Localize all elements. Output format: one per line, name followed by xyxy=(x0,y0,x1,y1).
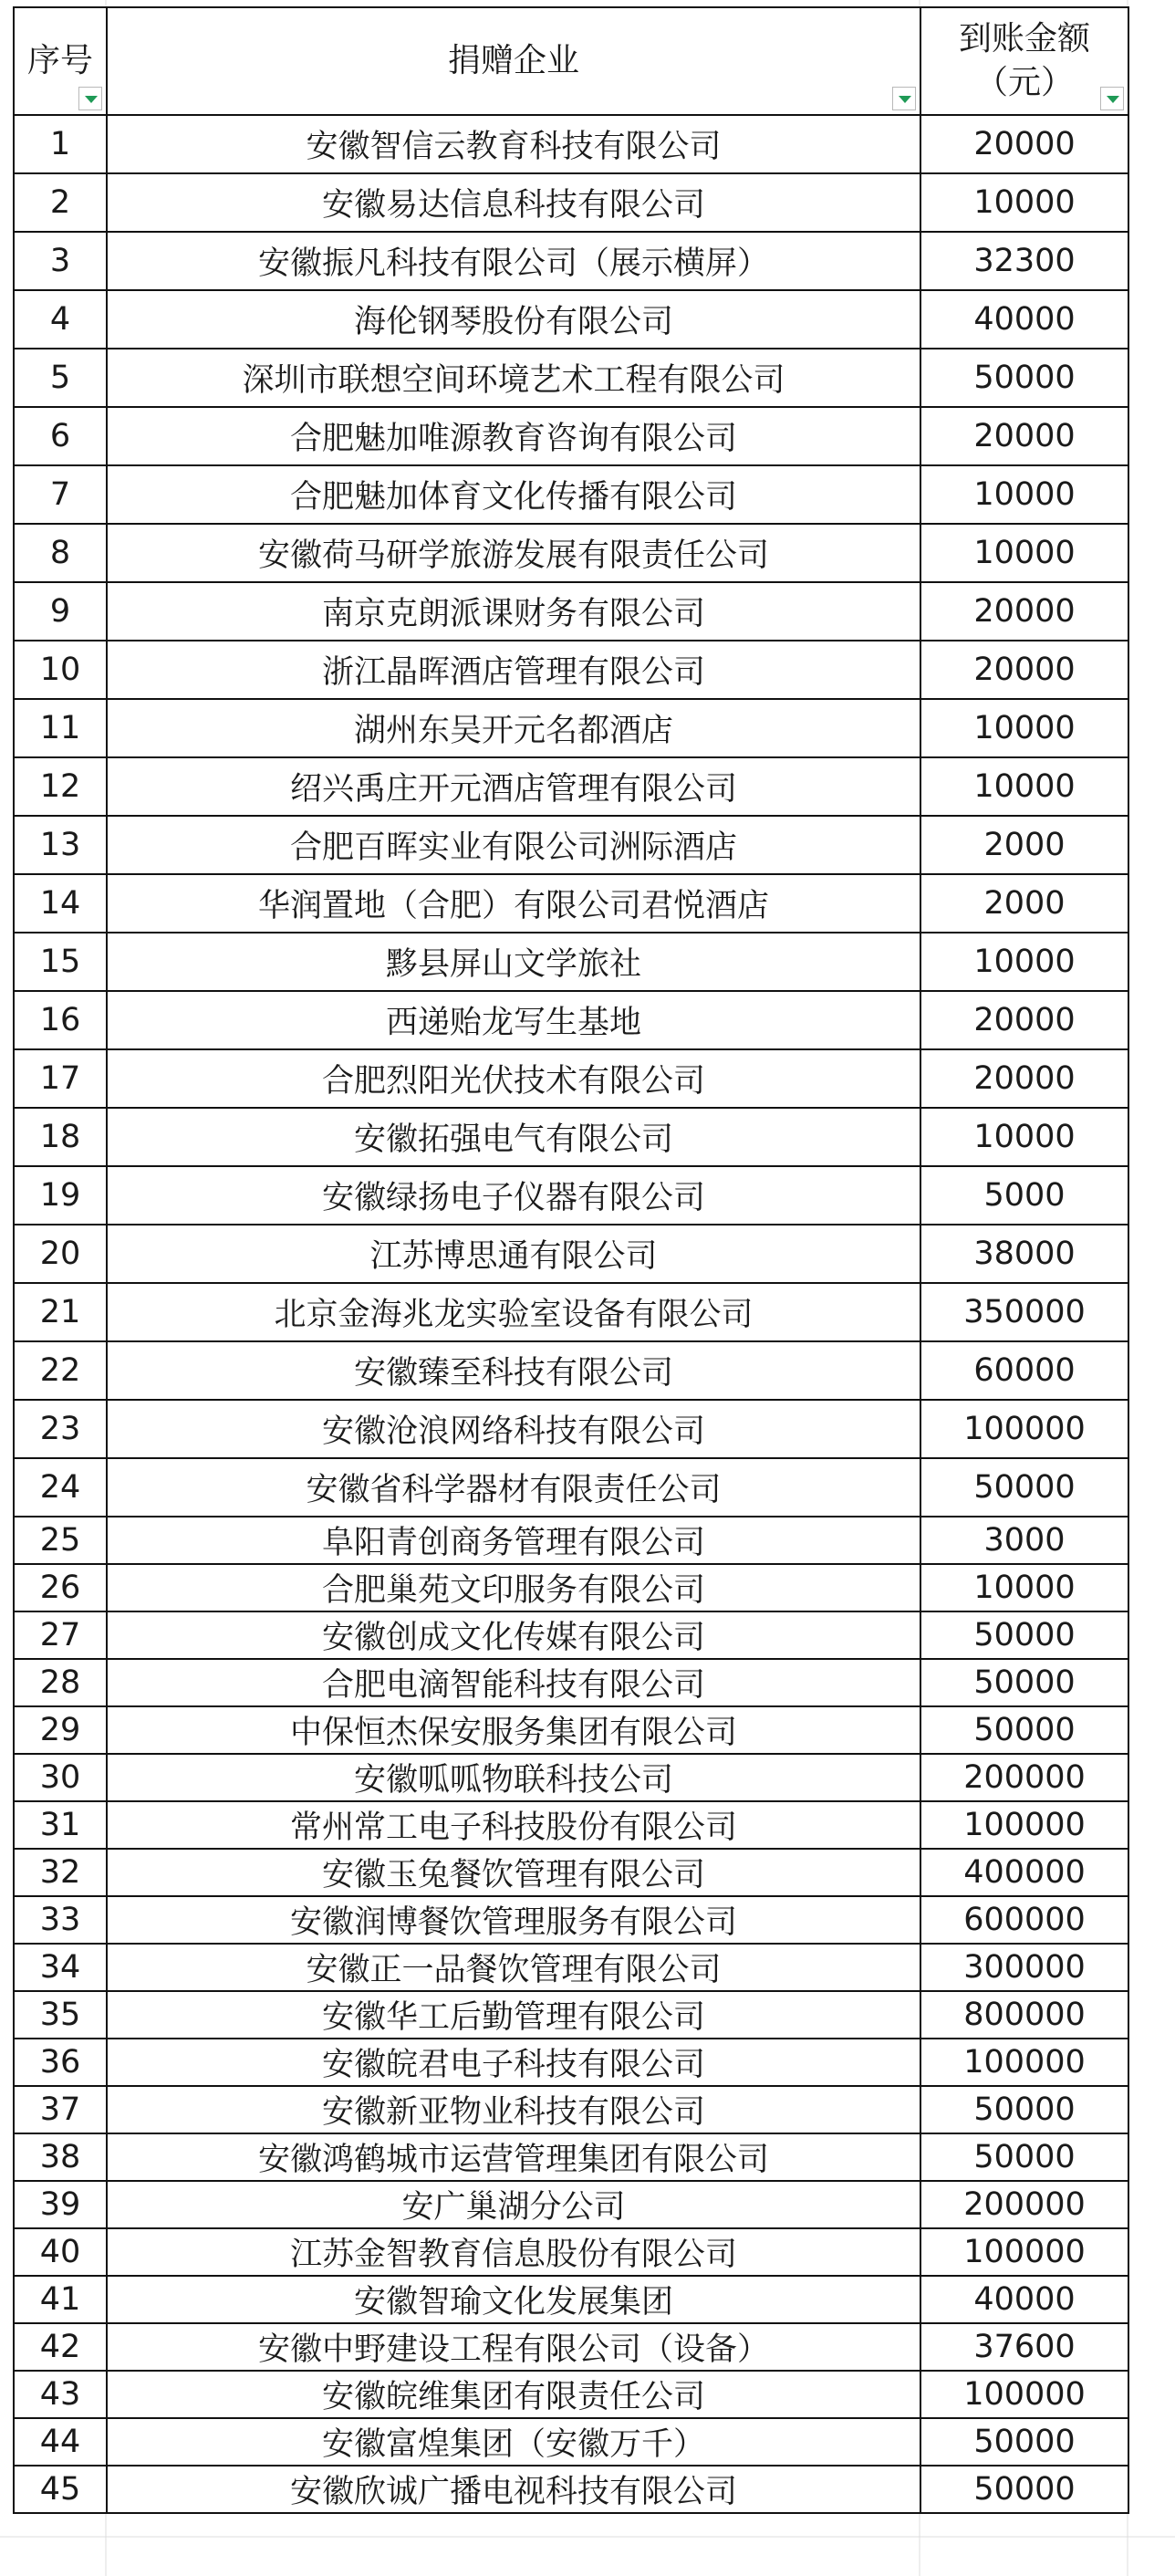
cell-amount[interactable]: 10000 xyxy=(920,173,1128,232)
cell-seq[interactable]: 10 xyxy=(14,641,107,699)
cell-seq[interactable]: 33 xyxy=(14,1896,107,1944)
cell-seq[interactable]: 35 xyxy=(14,1991,107,2039)
cell-seq[interactable]: 44 xyxy=(14,2418,107,2466)
cell-amount[interactable]: 37600 xyxy=(920,2323,1128,2371)
table-row xyxy=(14,1049,1128,1108)
cell-seq[interactable]: 25 xyxy=(14,1517,107,1564)
cell-company[interactable]: 安徽润博餐饮管理服务有限公司 xyxy=(107,1896,920,1944)
table-row xyxy=(14,115,1128,173)
table-row xyxy=(14,2418,1128,2466)
cell-seq[interactable]: 41 xyxy=(14,2276,107,2323)
cell-company[interactable]: 湖州东吴开元名都酒店 xyxy=(107,699,920,757)
cell-company[interactable]: 安徽皖维集团有限责任公司 xyxy=(107,2371,920,2418)
header-seq[interactable] xyxy=(14,7,107,115)
table-row xyxy=(14,582,1128,641)
cell-amount[interactable]: 38000 xyxy=(920,1225,1128,1283)
cell-amount[interactable]: 20000 xyxy=(920,1049,1128,1108)
table-row xyxy=(14,1611,1128,1659)
cell-amount[interactable]: 50000 xyxy=(920,2133,1128,2181)
header-seq-label: 序号 xyxy=(26,42,93,79)
cell-company[interactable]: 安徽智信云教育科技有限公司 xyxy=(107,115,920,173)
table-row xyxy=(14,1706,1128,1754)
cell-seq[interactable]: 13 xyxy=(14,816,107,874)
cell-company[interactable]: 合肥烈阳光伏技术有限公司 xyxy=(107,1049,920,1108)
cell-company[interactable]: 合肥百晖实业有限公司洲际酒店 xyxy=(107,816,920,874)
cell-seq[interactable]: 8 xyxy=(14,524,107,582)
cell-amount[interactable]: 100000 xyxy=(920,2039,1128,2086)
cell-amount[interactable]: 50000 xyxy=(920,349,1128,407)
cell-seq[interactable]: 1 xyxy=(14,115,107,173)
cell-amount[interactable]: 40000 xyxy=(920,290,1128,349)
table-row xyxy=(14,1896,1128,1944)
cell-company[interactable]: 中保恒杰保安服务集团有限公司 xyxy=(107,1706,920,1754)
cell-company[interactable]: 安徽正一品餐饮管理有限公司 xyxy=(107,1944,920,1991)
cell-amount[interactable]: 20000 xyxy=(920,407,1128,465)
cell-company[interactable]: 安徽易达信息科技有限公司 xyxy=(107,173,920,232)
cell-seq[interactable]: 43 xyxy=(14,2371,107,2418)
cell-amount[interactable]: 50000 xyxy=(920,2086,1128,2133)
table-row xyxy=(14,933,1128,991)
cell-amount[interactable]: 800000 xyxy=(920,1991,1128,2039)
table-row xyxy=(14,173,1128,232)
cell-amount[interactable]: 50000 xyxy=(920,1611,1128,1659)
cell-company[interactable]: 安徽玉兔餐饮管理有限公司 xyxy=(107,1849,920,1896)
cell-company[interactable]: 安徽臻至科技有限公司 xyxy=(107,1341,920,1400)
cell-company[interactable]: 南京克朗派课财务有限公司 xyxy=(107,582,920,641)
cell-amount[interactable]: 10000 xyxy=(920,1108,1128,1166)
cell-amount[interactable]: 50000 xyxy=(920,1659,1128,1706)
cell-amount[interactable]: 300000 xyxy=(920,1944,1128,1991)
cell-seq[interactable]: 6 xyxy=(14,407,107,465)
table-row xyxy=(14,757,1128,816)
cell-company[interactable]: 合肥魅加唯源教育咨询有限公司 xyxy=(107,407,920,465)
table-row xyxy=(14,407,1128,465)
cell-company[interactable]: 西递贻龙写生基地 xyxy=(107,991,920,1049)
table-row xyxy=(14,1341,1128,1400)
cell-company[interactable]: 黟县屏山文学旅社 xyxy=(107,933,920,991)
cell-seq[interactable]: 2 xyxy=(14,173,107,232)
cell-seq[interactable]: 32 xyxy=(14,1849,107,1896)
cell-amount[interactable]: 350000 xyxy=(920,1283,1128,1341)
cell-amount[interactable]: 2000 xyxy=(920,874,1128,933)
cell-seq[interactable]: 39 xyxy=(14,2181,107,2228)
cell-company[interactable]: 安徽富煌集团（安徽万千） xyxy=(107,2418,920,2466)
cell-company[interactable]: 合肥电滴智能科技有限公司 xyxy=(107,1659,920,1706)
cell-company[interactable]: 安徽省科学器材有限责任公司 xyxy=(107,1458,920,1517)
table-row xyxy=(14,816,1128,874)
table-row xyxy=(14,2133,1128,2181)
cell-company[interactable]: 安徽华工后勤管理有限公司 xyxy=(107,1991,920,2039)
filter-dropdown-icon[interactable] xyxy=(78,87,102,110)
cell-seq[interactable]: 12 xyxy=(14,757,107,816)
table-row xyxy=(14,1400,1128,1458)
header-amount[interactable] xyxy=(920,7,1128,115)
cell-seq[interactable]: 29 xyxy=(14,1706,107,1754)
cell-seq[interactable]: 30 xyxy=(14,1754,107,1801)
table-row xyxy=(14,1166,1128,1225)
cell-amount[interactable]: 5000 xyxy=(920,1166,1128,1225)
cell-amount[interactable]: 10000 xyxy=(920,757,1128,816)
cell-amount[interactable]: 100000 xyxy=(920,2228,1128,2276)
cell-seq[interactable]: 15 xyxy=(14,933,107,991)
table-row xyxy=(14,1944,1128,1991)
cell-company[interactable]: 安徽新亚物业科技有限公司 xyxy=(107,2086,920,2133)
cell-company[interactable]: 安广巢湖分公司 xyxy=(107,2181,920,2228)
cell-company[interactable]: 安徽欣诚广播电视科技有限公司 xyxy=(107,2466,920,2513)
table-body xyxy=(14,115,1128,2513)
table-row xyxy=(14,232,1128,290)
cell-amount[interactable]: 20000 xyxy=(920,115,1128,173)
cell-company[interactable]: 安徽绿扬电子仪器有限公司 xyxy=(107,1166,920,1225)
cell-company[interactable]: 安徽鸿鹤城市运营管理集团有限公司 xyxy=(107,2133,920,2181)
cell-company[interactable]: 安徽拓强电气有限公司 xyxy=(107,1108,920,1166)
cell-amount[interactable]: 10000 xyxy=(920,524,1128,582)
cell-seq[interactable]: 45 xyxy=(14,2466,107,2513)
cell-seq[interactable]: 5 xyxy=(14,349,107,407)
cell-seq[interactable]: 7 xyxy=(14,465,107,524)
table-row xyxy=(14,1991,1128,2039)
cell-amount[interactable]: 200000 xyxy=(920,2181,1128,2228)
table-row xyxy=(14,1801,1128,1849)
cell-company[interactable]: 安徽中野建设工程有限公司（设备） xyxy=(107,2323,920,2371)
cell-seq[interactable]: 4 xyxy=(14,290,107,349)
cell-seq[interactable]: 24 xyxy=(14,1458,107,1517)
cell-company[interactable]: 北京金海兆龙实验室设备有限公司 xyxy=(107,1283,920,1341)
donation-table xyxy=(13,6,1129,2514)
header-company-label: 捐赠企业 xyxy=(447,42,579,79)
cell-seq[interactable]: 23 xyxy=(14,1400,107,1458)
cell-amount[interactable]: 50000 xyxy=(920,2466,1128,2513)
cell-seq[interactable]: 3 xyxy=(14,232,107,290)
cell-amount[interactable]: 10000 xyxy=(920,1564,1128,1611)
table-row xyxy=(14,2039,1128,2086)
cell-company[interactable]: 阜阳青创商务管理有限公司 xyxy=(107,1517,920,1564)
cell-company[interactable]: 安徽沧浪网络科技有限公司 xyxy=(107,1400,920,1458)
cell-seq[interactable]: 9 xyxy=(14,582,107,641)
cell-seq[interactable]: 28 xyxy=(14,1659,107,1706)
cell-amount[interactable]: 20000 xyxy=(920,641,1128,699)
cell-seq[interactable]: 36 xyxy=(14,2039,107,2086)
cell-amount[interactable]: 3000 xyxy=(920,1517,1128,1564)
filter-dropdown-icon[interactable] xyxy=(1100,87,1124,110)
cell-seq[interactable]: 37 xyxy=(14,2086,107,2133)
table-row xyxy=(14,991,1128,1049)
header-amount-label-line2: （元） xyxy=(974,64,1074,101)
cell-seq[interactable]: 22 xyxy=(14,1341,107,1400)
cell-seq[interactable]: 20 xyxy=(14,1225,107,1283)
table-row xyxy=(14,1564,1128,1611)
cell-seq[interactable]: 27 xyxy=(14,1611,107,1659)
cell-company[interactable]: 江苏金智教育信息股份有限公司 xyxy=(107,2228,920,2276)
cell-amount[interactable]: 32300 xyxy=(920,232,1128,290)
cell-seq[interactable]: 38 xyxy=(14,2133,107,2181)
table-row xyxy=(14,1849,1128,1896)
table-row xyxy=(14,1754,1128,1801)
cell-amount[interactable]: 50000 xyxy=(920,2418,1128,2466)
cell-seq[interactable]: 16 xyxy=(14,991,107,1049)
cell-seq[interactable]: 34 xyxy=(14,1944,107,1991)
cell-amount[interactable]: 60000 xyxy=(920,1341,1128,1400)
cell-amount[interactable]: 10000 xyxy=(920,699,1128,757)
cell-amount[interactable]: 2000 xyxy=(920,816,1128,874)
table-row xyxy=(14,2228,1128,2276)
table-row xyxy=(14,349,1128,407)
cell-company[interactable]: 安徽创成文化传媒有限公司 xyxy=(107,1611,920,1659)
table-row xyxy=(14,2371,1128,2418)
cell-amount[interactable]: 20000 xyxy=(920,991,1128,1049)
table-row xyxy=(14,1458,1128,1517)
header-company[interactable] xyxy=(107,7,920,115)
table-row xyxy=(14,2181,1128,2228)
table-row xyxy=(14,1108,1128,1166)
cell-amount[interactable]: 10000 xyxy=(920,465,1128,524)
table-row xyxy=(14,1225,1128,1283)
cell-seq[interactable]: 11 xyxy=(14,699,107,757)
cell-amount[interactable]: 100000 xyxy=(920,2371,1128,2418)
cell-seq[interactable]: 14 xyxy=(14,874,107,933)
cell-amount[interactable]: 50000 xyxy=(920,1706,1128,1754)
table-row xyxy=(14,465,1128,524)
cell-company[interactable]: 深圳市联想空间环境艺术工程有限公司 xyxy=(107,349,920,407)
table-row xyxy=(14,2276,1128,2323)
cell-company[interactable]: 合肥巢苑文印服务有限公司 xyxy=(107,1564,920,1611)
header-row xyxy=(14,7,1128,115)
filter-dropdown-icon[interactable] xyxy=(892,87,916,110)
cell-company[interactable]: 合肥魅加体育文化传播有限公司 xyxy=(107,465,920,524)
table-row xyxy=(14,1517,1128,1564)
cell-company[interactable]: 安徽荷马研学旅游发展有限责任公司 xyxy=(107,524,920,582)
cell-amount[interactable]: 600000 xyxy=(920,1896,1128,1944)
table-row xyxy=(14,641,1128,699)
cell-company[interactable]: 安徽皖君电子科技有限公司 xyxy=(107,2039,920,2086)
cell-seq[interactable]: 31 xyxy=(14,1801,107,1849)
cell-company[interactable]: 海伦钢琴股份有限公司 xyxy=(107,290,920,349)
table-row xyxy=(14,699,1128,757)
cell-amount[interactable]: 20000 xyxy=(920,582,1128,641)
cell-company[interactable]: 安徽振凡科技有限公司（展示横屏） xyxy=(107,232,920,290)
header-amount-label-line1: 到账金额 xyxy=(958,20,1090,57)
cell-company[interactable]: 安徽智瑜文化发展集团 xyxy=(107,2276,920,2323)
cell-company[interactable]: 常州常工电子科技股份有限公司 xyxy=(107,1801,920,1849)
cell-amount[interactable]: 100000 xyxy=(920,1400,1128,1458)
cell-amount[interactable]: 200000 xyxy=(920,1754,1128,1801)
table-row xyxy=(14,2086,1128,2133)
cell-amount[interactable]: 100000 xyxy=(920,1801,1128,1849)
cell-company[interactable]: 浙江晶晖酒店管理有限公司 xyxy=(107,641,920,699)
cell-company[interactable]: 安徽呱呱物联科技公司 xyxy=(107,1754,920,1801)
table-row xyxy=(14,2323,1128,2371)
cell-seq[interactable]: 40 xyxy=(14,2228,107,2276)
table-row xyxy=(14,874,1128,933)
cell-amount[interactable]: 400000 xyxy=(920,1849,1128,1896)
cell-company[interactable]: 绍兴禹庄开元酒店管理有限公司 xyxy=(107,757,920,816)
cell-amount[interactable]: 40000 xyxy=(920,2276,1128,2323)
cell-seq[interactable]: 21 xyxy=(14,1283,107,1341)
cell-amount[interactable]: 50000 xyxy=(920,1458,1128,1517)
table-row xyxy=(14,1659,1128,1706)
cell-seq[interactable]: 42 xyxy=(14,2323,107,2371)
cell-amount[interactable]: 10000 xyxy=(920,933,1128,991)
cell-seq[interactable]: 26 xyxy=(14,1564,107,1611)
cell-company[interactable]: 江苏博思通有限公司 xyxy=(107,1225,920,1283)
cell-seq[interactable]: 18 xyxy=(14,1108,107,1166)
cell-seq[interactable]: 17 xyxy=(14,1049,107,1108)
table-row xyxy=(14,290,1128,349)
table-row xyxy=(14,524,1128,582)
cell-seq[interactable]: 19 xyxy=(14,1166,107,1225)
table-row xyxy=(14,1283,1128,1341)
cell-company[interactable]: 华润置地（合肥）有限公司君悦酒店 xyxy=(107,874,920,933)
table-row xyxy=(14,2466,1128,2513)
